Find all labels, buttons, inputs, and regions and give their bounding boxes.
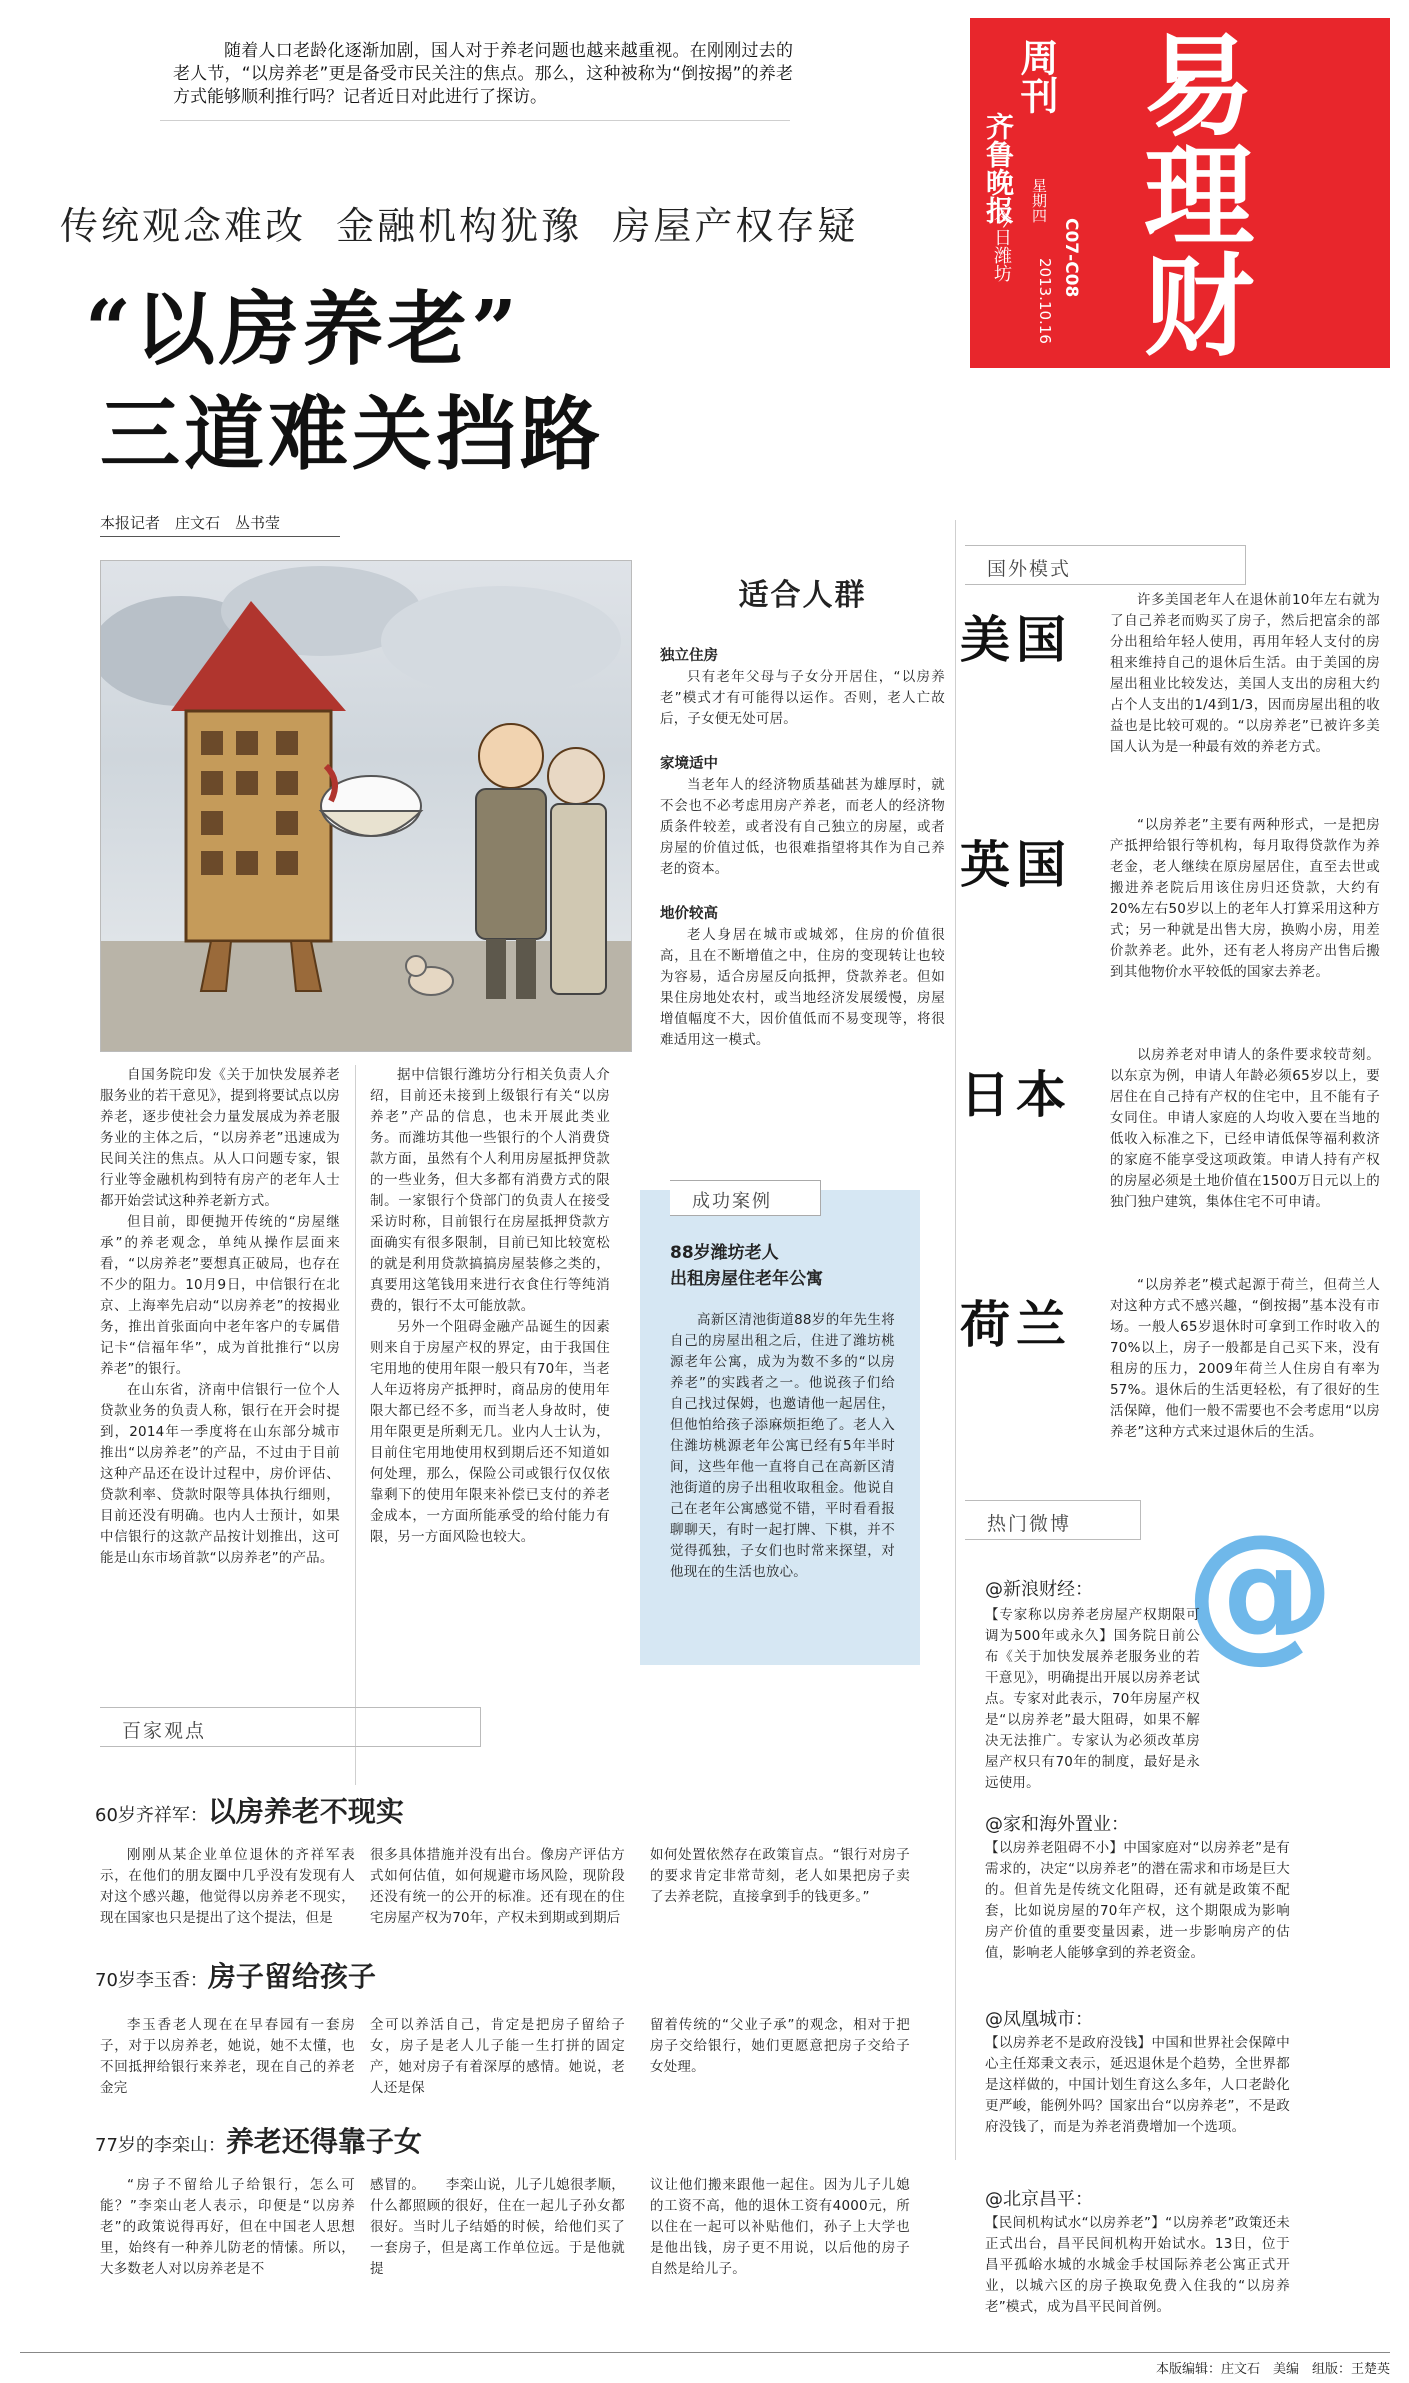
opinion-text: 如何处置依然存在政策盲点。“银行对房子的要求肯定非常苛刻，老人如果把房子卖了去养老院，直接拿到手的钱更多。” bbox=[650, 1847, 910, 1905]
country-usa-text: 许多美国老年人在退休前10年左右就为了自己养老而购买了房子，然后把富余的部分出租给年轻人使用，再用年轻人支付的房租来维持自己的退休后生活。由于美国的房屋出租业比较发达，美国人支出的房租大约占个人支出的1/4到1/3，因而房屋出租的收益也是比较可观的。“以房养老”已被许多美国人认为是一种最有效的养老方式。 bbox=[1110, 592, 1380, 755]
opinion-item bbox=[95, 1790, 955, 1830]
suitable-section bbox=[660, 570, 945, 1051]
byline: 本报记者 庄文石 丛书莹 bbox=[100, 512, 340, 537]
body-paragraph: 另外一个阻碍金融产品诞生的因素则来自于房屋产权的界定，由于我国住宅用地的使用年限一般只有70年，当老人年迈将房产抵押时，商品房的使用年限大都已经不多，而当老人身故时，使用年限更是所剩无几。业内人士认为，目前住宅用地使用权到期后还不知道如何处理，那么，保险公司或银行仅仅依靠剩下的使用年限来补偿已支付的养老金成本，一方面所能承受的给付能力有限，另一方面风险也较大。 bbox=[370, 1319, 610, 1545]
opinion-text: 刚刚从某企业单位退休的齐祥军表示，在他们的朋友圈中几乎没有发现有人对这个感兴趣，他觉得以房养老不现实，现在国家也只是提出了这个提法，但是 bbox=[100, 1847, 355, 1926]
body-column-1 bbox=[100, 1065, 340, 1569]
suitable-item-head: 地价较高 bbox=[660, 906, 718, 922]
country-usa: 美国 bbox=[960, 610, 1072, 669]
opinion-text: “房子不留给儿子给银行，怎么可能？”李栾山老人表示，印便是“以房养老”的政策说得再好，但在中国老人思想里，始终有一种养儿防老的情愫。所以，大多数老人对以房养老是不 bbox=[100, 2177, 355, 2277]
opinion-speaker: 70岁李玉香： bbox=[95, 1970, 208, 1991]
weibo-account: @家和海外置业： bbox=[985, 1814, 1129, 1835]
headline-line1: “以房养老” bbox=[85, 282, 522, 376]
opinions-label: 百家观点 bbox=[122, 1720, 207, 1742]
paper-name: 齐鲁晚报 bbox=[982, 112, 1015, 224]
suitable-item-text: 只有老年父母与子女分开居住，“以房养老”模式才有可能得以运作。否则，老人亡故后，子女便无处可居。 bbox=[660, 669, 945, 727]
body-paragraph: 在山东省，济南中信银行一位个人贷款业务的负责人称，银行在开会时提到，2014年一季度将在山东部分城市推出“以房养老”的产品，不过由于目前这种产品还在设计过程中，房价评估、贷款利率、贷款时限等具体执行细则，目前还没有明确。也内人士预计，如果中信银行的这款产品按计划推出，这可能是山东市场首款“以房养老”的产品。 bbox=[100, 1382, 340, 1566]
opinion-item bbox=[95, 1955, 955, 1995]
body-paragraph: 据中信银行潍坊分行相关负责人介绍，目前还未接到上级银行有关“以房养老”产品的信息，也未开展此类业务。而潍坊其他一些银行的个人消费贷款方面，虽然有个人利用房屋抵押贷款的一些业务，但大多都有消费方式的限制。一家银行个贷部门的负责人在接受采访时称，目前银行在房屋抵押贷款方面确实有很多限制，目前已知比较宽松的就是利用贷款搞搞房屋装修之类的，真要用这笔钱用来进行衣食住行等纯消费的，银行不太可能放款。 bbox=[370, 1067, 610, 1314]
opinion-title: 养老还得靠子女 bbox=[225, 2125, 422, 2158]
weibo-post: 【民间机构试水“以房养老”】“以房养老”政策还未正式出台，昌平民间机构开始试水。13日，位于昌平孤峪水城的水城金手杖国际养老公寓正式开业，以城六区的房子换取免费入住我的“以房养老”模式，成为昌平民间首例。 bbox=[985, 2215, 1290, 2315]
cartoon-house-offering-rice-icon bbox=[101, 561, 631, 1051]
body-paragraph: 自国务院印发《关于加快发展养老服务业的若干意见》，提到将要试点以房养老，逐步使社会力量发展成为养老服务业的主体之后，“以房养老”迅速成为民间关注的焦点。从人口问题专家，银行业等金融机构到特有房产的老年人士都开始尝试这种养老新方式。 bbox=[100, 1067, 340, 1209]
opinion-item bbox=[95, 2120, 955, 2160]
weekday: 星期四 bbox=[1030, 178, 1048, 223]
opinion-text: 很多具体措施并没有出台。像房产评估方式如何估值，如何规避市场风险，现阶段还没有统一的公开的标准。还有现在的住宅房屋产权为70年，产权未到期或到期后 bbox=[370, 1847, 625, 1926]
section-title: 易理财 bbox=[1126, 28, 1255, 358]
issue-date: 2013.10.16 bbox=[1036, 258, 1054, 344]
success-case-text: 高新区清池街道88岁的年先生将自己的房屋出租之后，住进了潍坊桃源老年公寓，成为为数不多的“以房养老”的实践者之一。他说孩子们给自己找过保姆，也邀请他一起居住，但他怕给孩子添麻烦拒绝了。老人入住潍坊桃源老年公寓已经有5年半时间，这些年他一直将自己在高新区清池街道的房子出租收取租金。他说自己在老年公寓感觉不错，平时看看报聊聊天，有时一起打牌、下棋，并不觉得孤独，子女们也时常来探望，对他现在的生活也放心。 bbox=[670, 1312, 895, 1580]
success-case-title-2: 出租房屋住老年公寓 bbox=[670, 1269, 823, 1289]
opinions-header bbox=[100, 1707, 481, 1747]
suitable-item-text: 老人身居在城市或城郊，住房的价值很高，且在不断增值之中，住房的变现转让也较为容易，适合房屋反向抵押，贷款养老。但如果住房地处农村，或当地经济发展缓慢，房屋增值幅度不大，因价值低而不易变现等，将很难适用这一模式。 bbox=[660, 927, 945, 1048]
cartoon-illustration bbox=[100, 560, 632, 1052]
masthead bbox=[970, 18, 1390, 368]
body-paragraph: 但目前，即便抛开传统的“房屋继承”的养老观念，单纯从操作层面来看，“以房养老”要想真正破局，也存在不少的阻力。10月9日，中信银行在北京、上海率先启动“以房养老”的按揭业务，推出首张面向中老年客户的专属借记卡“信福年华”，成为首批推行“以房养老”的银行。 bbox=[100, 1214, 340, 1377]
footer-credits: 本版编辑：庄文石 美编 组版：王楚英 bbox=[1155, 2362, 1390, 2377]
suitable-title: 适合人群 bbox=[738, 578, 867, 613]
opinion-text: 感冒的。 李栾山说，儿子儿媳很孝顺，什么都照顾的很好，住在一起儿子孙女都很好。当时儿子结婚的时候，给他们买了一套房子，但是离工作单位远。于是他就提 bbox=[370, 2177, 625, 2277]
opinion-text: 议让他们搬来跟他一起住。因为儿子儿媳的工资不高，他的退休工资有4000元，所以住在一起可以补贴他们，孙子上大学也是他出钱，房子更不用说，以后他的房子自然是给儿子。 bbox=[650, 2177, 910, 2277]
page-numbers: C07-C08 bbox=[1061, 218, 1081, 298]
weibo-label: 热门微博 bbox=[987, 1513, 1072, 1535]
weibo-post: 【专家称以房养老房屋产权期限可调为500年或永久】国务院日前公布《关于加快发展养老服务业的若干意见》，明确提出开展以房养老试点。专家对此表示，70年房屋产权是“以房养老”最大阻碍，如果不解决无法推广。专家认为必须改革房屋产权只有70年的制度，最好是永远使用。 bbox=[985, 1607, 1200, 1791]
opinion-text: 留着传统的“父业子承”的观念，相对于把房子交给银行，她们更愿意把房子交给子女处理。 bbox=[650, 2017, 910, 2075]
success-case-label-text: 成功案例 bbox=[692, 1191, 772, 1212]
opinion-title: 房子留给孩子 bbox=[207, 1960, 376, 1993]
suitable-item-head: 独立住房 bbox=[660, 648, 718, 664]
weibo-account: @北京昌平： bbox=[985, 2189, 1093, 2210]
corner-mark bbox=[20, 30, 46, 58]
weibo-header bbox=[965, 1500, 1141, 1540]
suitable-item-head: 家境适中 bbox=[660, 756, 718, 772]
weibo-account: @新浪财经： bbox=[985, 1579, 1093, 1600]
body-column-2 bbox=[370, 1065, 610, 1548]
paper-edition: 今日潍坊 bbox=[991, 210, 1012, 282]
country-netherlands-text: “以房养老”模式起源于荷兰，但荷兰人对这种方式不感兴趣，“倒按揭”基本没有市场。一般人65岁退休时可拿到工作时收入的70%以上，房子一般都是自己买下来，没有租房的压力，2009年荷兰人住房自有率为57%。退休后的生活更轻松，有了很好的生活保障，他们一般不需要也不会考虑用“以房养老”这种方式来过退休后的生活。 bbox=[1110, 1277, 1380, 1440]
intro-text: 随着人口老龄化逐渐加剧，国人对于养老问题也越来越重视。在刚刚过去的老人节，“以房养老”更是备受市民关注的焦点。那么，这种被称为“倒按揭”的养老方式能够顺利推行吗？记者近日对此进行了探访。 bbox=[173, 41, 793, 107]
success-case-title bbox=[670, 1240, 900, 1292]
success-case-label bbox=[670, 1180, 821, 1216]
success-case-box bbox=[640, 1190, 920, 1665]
weibo-post: 【以房养老阻碍不小】中国家庭对“以房养老”是有需求的，决定“以房养老”的潜在需求和市场是巨大的。但首先是传统文化阻碍，还有就是政策不配套，比如说房屋的70年产权，这个期限成为影响房产价值的重要变量因素，进一步影响房产的估值，影响老人能够拿到的养老资金。 bbox=[985, 1840, 1290, 1961]
country-japan: 日本 bbox=[960, 1065, 1072, 1124]
at-sign-icon: @ bbox=[1185, 1503, 1335, 1677]
headline-line2: 三道难关挡路 bbox=[100, 387, 604, 481]
weibo-post: 【以房养老不是政府没钱】中国和世界社会保障中心主任郑秉文表示，延迟退休是个趋势，全世界都是这样做的，中国计划生育这么多年，人口老龄化更严峻，能例外吗？国家出台“以房养老”，不是政府没钱了，而是为养老消费增加一个选项。 bbox=[985, 2035, 1290, 2135]
opinion-text: 李玉香老人现在在早春园有一套房子，对于以房养老，她说，她不太懂，也不回抵押给银行来养老，现在自己的养老金完 bbox=[100, 2017, 355, 2096]
country-japan-text: 以房养老对申请人的条件要求较苛刻。以东京为例，申请人年龄必须65岁以上，要居住在自己持有产权的住宅中，且不能有子女同住。申请人家庭的人均收入要在当地的低收入标准之下，已经申请低保等福利救济的家庭不能享受这项政策。申请人持有产权的房屋必须是土地价值在1500万日元以上的独门独户建筑，集体住宅不可申请。 bbox=[1110, 1047, 1380, 1210]
country-netherlands: 荷兰 bbox=[960, 1295, 1072, 1354]
foreign-model-header bbox=[965, 545, 1246, 585]
opinion-speaker: 77岁的李栾山： bbox=[95, 2135, 226, 2156]
foreign-model-label: 国外模式 bbox=[987, 558, 1072, 580]
opinion-text: 全可以养活自己，肯定是把房子留给子女，房子是老人儿子能一生打拼的固定产，她对房子有着深厚的感情。她说，老人还是保 bbox=[370, 2017, 625, 2096]
opinion-title: 以房养老不现实 bbox=[207, 1795, 404, 1828]
headline-kicker: 传统观念难改 金融机构犹豫 房屋产权存疑 bbox=[60, 204, 859, 248]
country-uk-text: “以房养老”主要有两种形式，一是把房产抵押给银行等机构，每月取得贷款作为养老金，老人继续在原房屋居住，直至去世或搬进养老院后用该住房归还贷款，大约有20%左右50岁以上的老年人打算采用这种方式；另一种就是出售大房，换购小房，用差价款养老。此外，还有老人将房产出售后搬到其他物价水平较低的国家去养老。 bbox=[1110, 817, 1380, 980]
weibo-account: @凤凰城市： bbox=[985, 2009, 1093, 2030]
weekly-label: 周刊 bbox=[1014, 38, 1058, 114]
suitable-item-text: 当老年人的经济物质基础甚为雄厚时，就不会也不必考虑用房产养老，而老人的经济物质条件较差，或者没有自己独立的房屋，或者房屋的价值过低，也很难指望将其作为自己养老的资本。 bbox=[660, 777, 945, 877]
opinion-speaker: 60岁齐祥军： bbox=[95, 1805, 208, 1826]
success-case-title-1: 88岁潍坊老人 bbox=[670, 1243, 779, 1263]
country-uk: 英国 bbox=[960, 835, 1072, 894]
